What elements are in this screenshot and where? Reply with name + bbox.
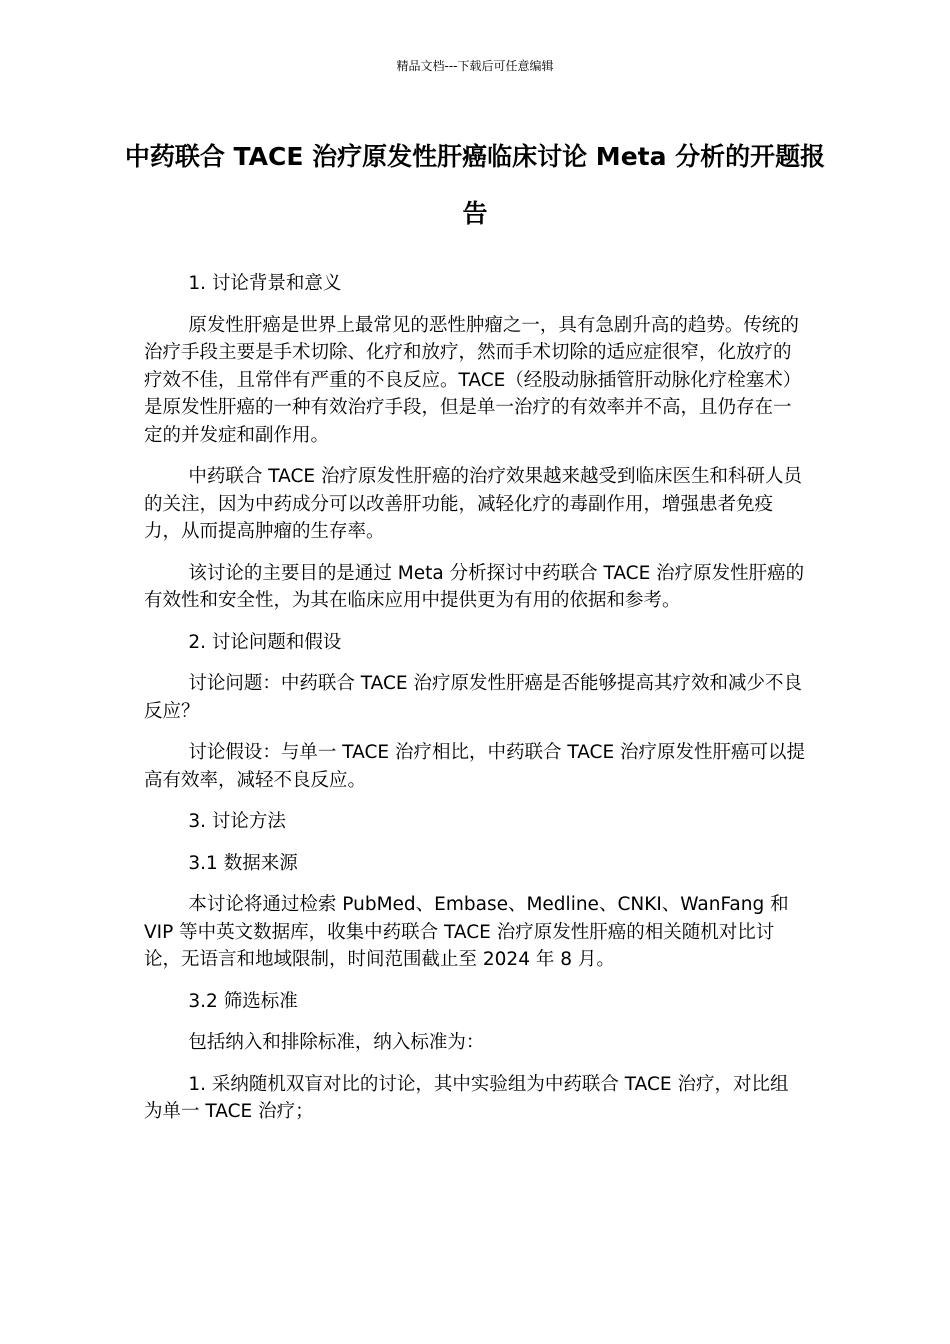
section-3-heading: 3. 讨论方法 [188,811,286,832]
document-title: 中药联合 TACE 治疗原发性肝癌临床讨论 Meta 分析的开题报告 [124,142,826,228]
section-2-heading: 2. 讨论问题和假设 [188,631,342,653]
section-2-paragraph-1: 讨论问题：中药联合 TACE 治疗原发性肝癌是否能够提高其疗效和减少不良反应？ [144,673,802,722]
section-1-heading: 1. 讨论背景和意义 [188,273,342,294]
section-3-1-paragraph-1: 本讨论将通过检索 PubMed、Embase、Medline、CNKI、WanFang 和 VIP 等中英文数据库，收集中药联合 TACE 治疗原发性肝癌的相关随机对比讨论，无语言和地域限制，时间范围截止至 2024 年 8 月。 [144,894,789,970]
section-3-2-heading: 3.2 筛选标准 [188,990,298,1012]
section-2-paragraph-2: 讨论假设：与单一 TACE 治疗相比，中药联合 TACE 治疗原发性肝癌可以提高有效率，减轻不良反应。 [144,742,806,791]
section-3-2-paragraph-2: 1. 采纳随机双盲对比的讨论，其中实验组为中药联合 TACE 治疗，对比组为单一 TACE 治疗； [144,1073,789,1122]
header-note: 精品文档---下载后可任意编辑 [396,59,554,73]
section-1-paragraph-3: 该讨论的主要目的是通过 Meta 分析探讨中药联合 TACE 治疗原发性肝癌的有效性和安全性，为其在临床应用中提供更为有用的依据和参考。 [144,562,805,611]
section-1-paragraph-2: 中药联合 TACE 治疗原发性肝癌的治疗效果越来越受到临床医生和科研人员的关注，因为中药成分可以改善肝功能，减轻化疗的毒副作用，增强患者免疫力，从而提高肿瘤的生存率。 [144,466,802,542]
document-body [144,270,806,1140]
section-3-2-paragraph-1: 包括纳入和排除标准，纳入标准为： [188,1032,485,1053]
section-3-1-heading: 3.1 数据来源 [188,852,298,874]
section-1-paragraph-1: 原发性肝癌是世界上最常见的恶性肿瘤之一，具有急剧升高的趋势。传统的治疗手段主要是手术切除、化疗和放疗，然而手术切除的适应症很窄，化放疗的疗效不佳，且常伴有严重的不良反应。TACE（经股动脉插管肝动脉化疗栓塞术）是原发性肝癌的一种有效治疗手段，但是单一治疗的有效率并不高，且仍存在一定的并发症和副作用。 [144,314,802,446]
